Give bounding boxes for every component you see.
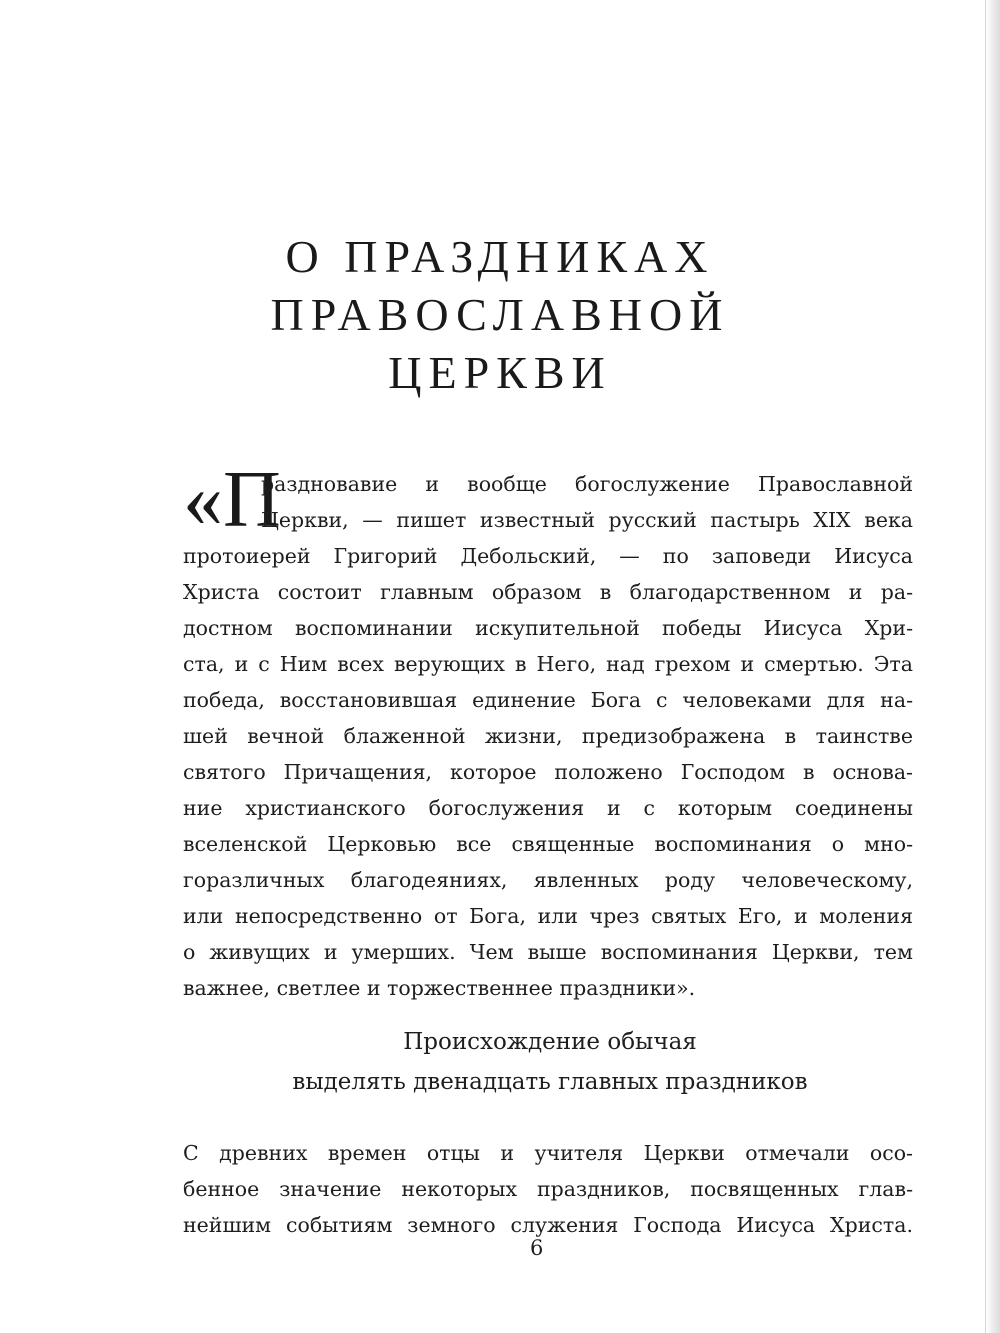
text-line: важнее, светлее и торжественнее праздники». <box>183 976 696 1000</box>
text-line: вселенской Церковью все священные воспоминания о мно- <box>183 832 913 856</box>
text-line: Христа состоит главным образом в благодарственном и ра- <box>183 580 913 604</box>
chapter-title-line: О ПРАЗДНИКАХ <box>285 231 715 282</box>
text-line: нейшим событиям земного служения Господа Иисуса Христа. <box>183 1213 913 1237</box>
section-heading-line: Происхождение обычая <box>403 1029 697 1055</box>
text-line: достном воспоминании искупительной победы Иисуса Хри- <box>183 616 913 640</box>
text-line: ста, и с Ним всех верующих в Него, над грехом и смертью. Эта <box>183 652 913 676</box>
dropcap-block <box>183 456 913 544</box>
page-edge <box>986 0 1000 1333</box>
body-paragraph <box>183 1135 913 1243</box>
text-line: или непосредственно от Бога, или чрез святых Его, и моления <box>183 904 913 928</box>
text-line: раздновавие и вообще богослужение Православной <box>261 472 913 496</box>
text-line: протоиерей Григорий Дебольский, — по заповеди Иисуса <box>183 544 913 568</box>
text-line: С древних времен отцы и учителя Церкви отмечали осо- <box>183 1141 913 1165</box>
quote-paragraph <box>183 456 913 1006</box>
text-line: святого Причащения, которое положено Господом в основа- <box>183 760 913 784</box>
text-line: Церкви, — пишет известный русский пастырь XIX века <box>261 508 913 532</box>
section-heading <box>190 1022 910 1102</box>
text-line: победа, восстановившая единение Бога с человеками для на- <box>183 688 913 712</box>
page-number: 6 <box>530 1236 544 1260</box>
text-line: о живущих и умерших. Чем выше воспоминания Церкви, тем <box>183 940 913 964</box>
chapter-title-line: ПРАВОСЛАВНОЙ <box>270 289 730 340</box>
section-heading-line: выделять двенадцать главных праздников <box>292 1069 808 1095</box>
dropcap-lines <box>261 466 913 538</box>
text-line: бенное значение некоторых праздников, посвященных глав- <box>183 1177 913 1201</box>
text-line: шей вечной блаженной жизни, предизображена в таинстве <box>183 724 913 748</box>
chapter-title-line: ЦЕРКВИ <box>388 347 612 398</box>
text-line: горазличных благодеяниях, явленных роду человеческому, <box>183 868 913 892</box>
chapter-title <box>190 228 810 402</box>
text-line: ние христианского богослужения и с которым соединены <box>183 796 913 820</box>
dropcap-letter: «П <box>183 456 281 544</box>
